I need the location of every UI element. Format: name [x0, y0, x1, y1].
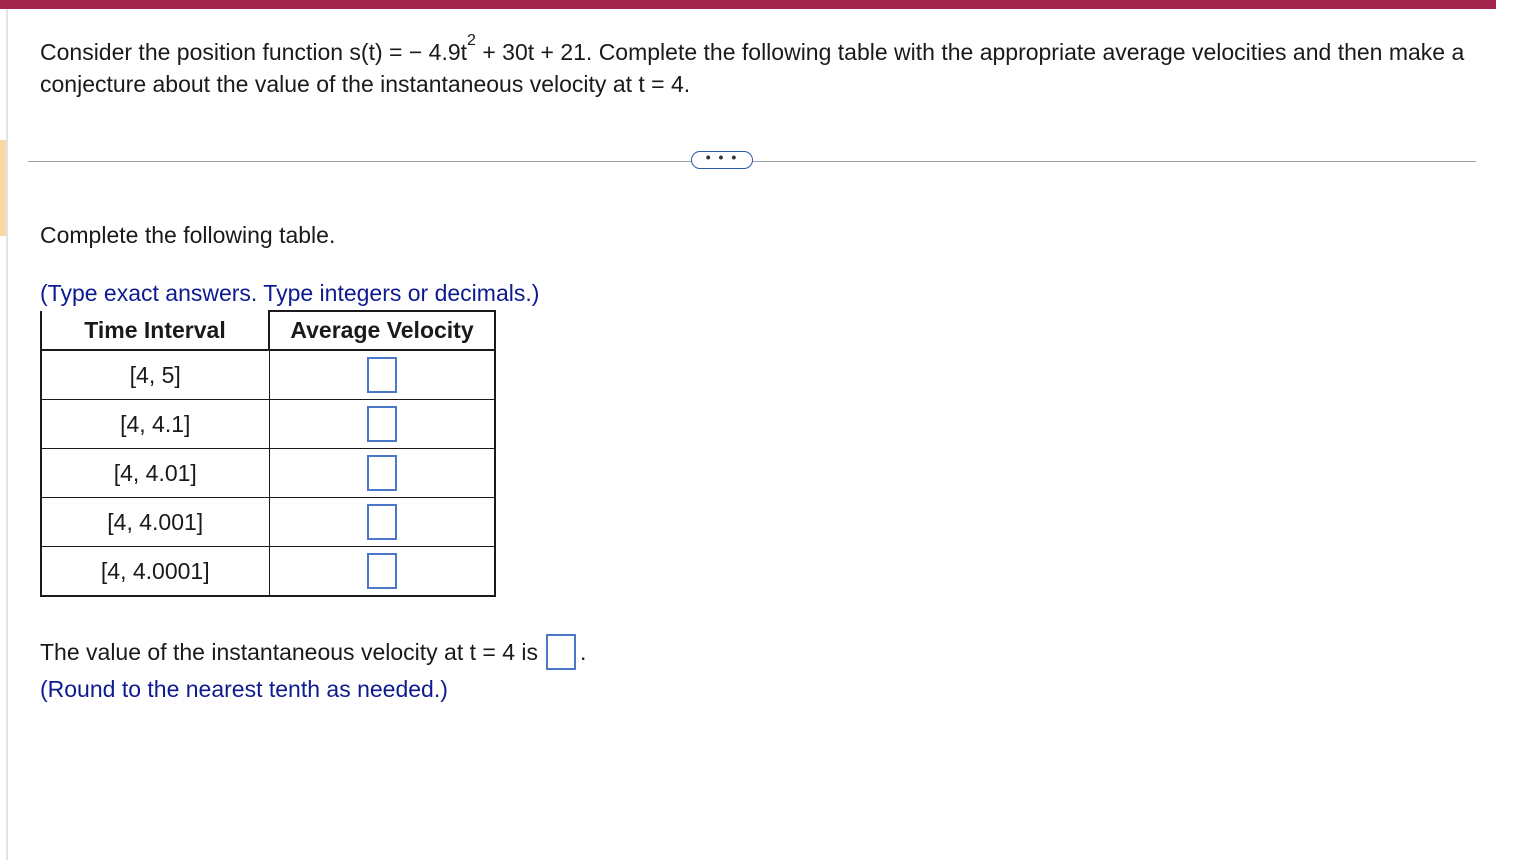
velocity-table: [40, 310, 496, 597]
table-prompt: Complete the following table.: [40, 222, 336, 248]
velocity-cell: [269, 449, 495, 498]
velocity-cell: [269, 400, 495, 449]
velocity-answer-box[interactable]: [367, 455, 397, 491]
rounding-instruction: (Round to the nearest tenth as needed.): [40, 676, 448, 702]
interval-cell: [4, 4.01]: [41, 449, 269, 498]
interval-cell: [4, 4.1]: [41, 400, 269, 449]
interval-cell: [4, 5]: [41, 350, 269, 400]
sentence-period: .: [580, 639, 587, 665]
show-more-button[interactable]: [691, 151, 753, 169]
instantaneous-velocity-answer-box[interactable]: [546, 634, 576, 670]
question-text-start: Consider the position function s(t) = − 4.9t: [40, 39, 468, 65]
answer-instruction: (Type exact answers. Type integers or decimals.): [40, 280, 540, 306]
table-row: [41, 449, 495, 498]
interval-cell: [4, 4.001]: [41, 498, 269, 547]
table-row: [41, 547, 495, 597]
velocity-cell: [269, 498, 495, 547]
instantaneous-velocity-text: The value of the instantaneous velocity at t = 4 is: [40, 639, 538, 665]
left-border: [6, 9, 8, 860]
header-time-interval: Time Interval: [84, 316, 226, 343]
instantaneous-velocity-line: [40, 634, 586, 670]
interval-cell: [4, 4.0001]: [41, 547, 269, 597]
velocity-cell: [269, 547, 495, 597]
left-accent-marker: [0, 140, 6, 236]
velocity-answer-box[interactable]: [367, 553, 397, 589]
table-row: [41, 498, 495, 547]
question-text: [40, 32, 1480, 100]
velocity-answer-box[interactable]: [367, 504, 397, 540]
velocity-answer-box[interactable]: [367, 357, 397, 393]
header-bar: [0, 0, 1496, 9]
ellipsis-icon: • • •: [705, 149, 739, 165]
table-row: [41, 350, 495, 400]
question-text-end: + 30t + 21. Complete the following table with the appropriate average velocities and then make a conjecture about the value of the instantaneous velocity at t = 4.: [40, 39, 1465, 97]
velocity-answer-box[interactable]: [367, 406, 397, 442]
exponent: 2: [467, 32, 476, 49]
table-row: [41, 400, 495, 449]
header-average-velocity: Average Velocity: [269, 311, 495, 350]
velocity-cell: [269, 350, 495, 400]
